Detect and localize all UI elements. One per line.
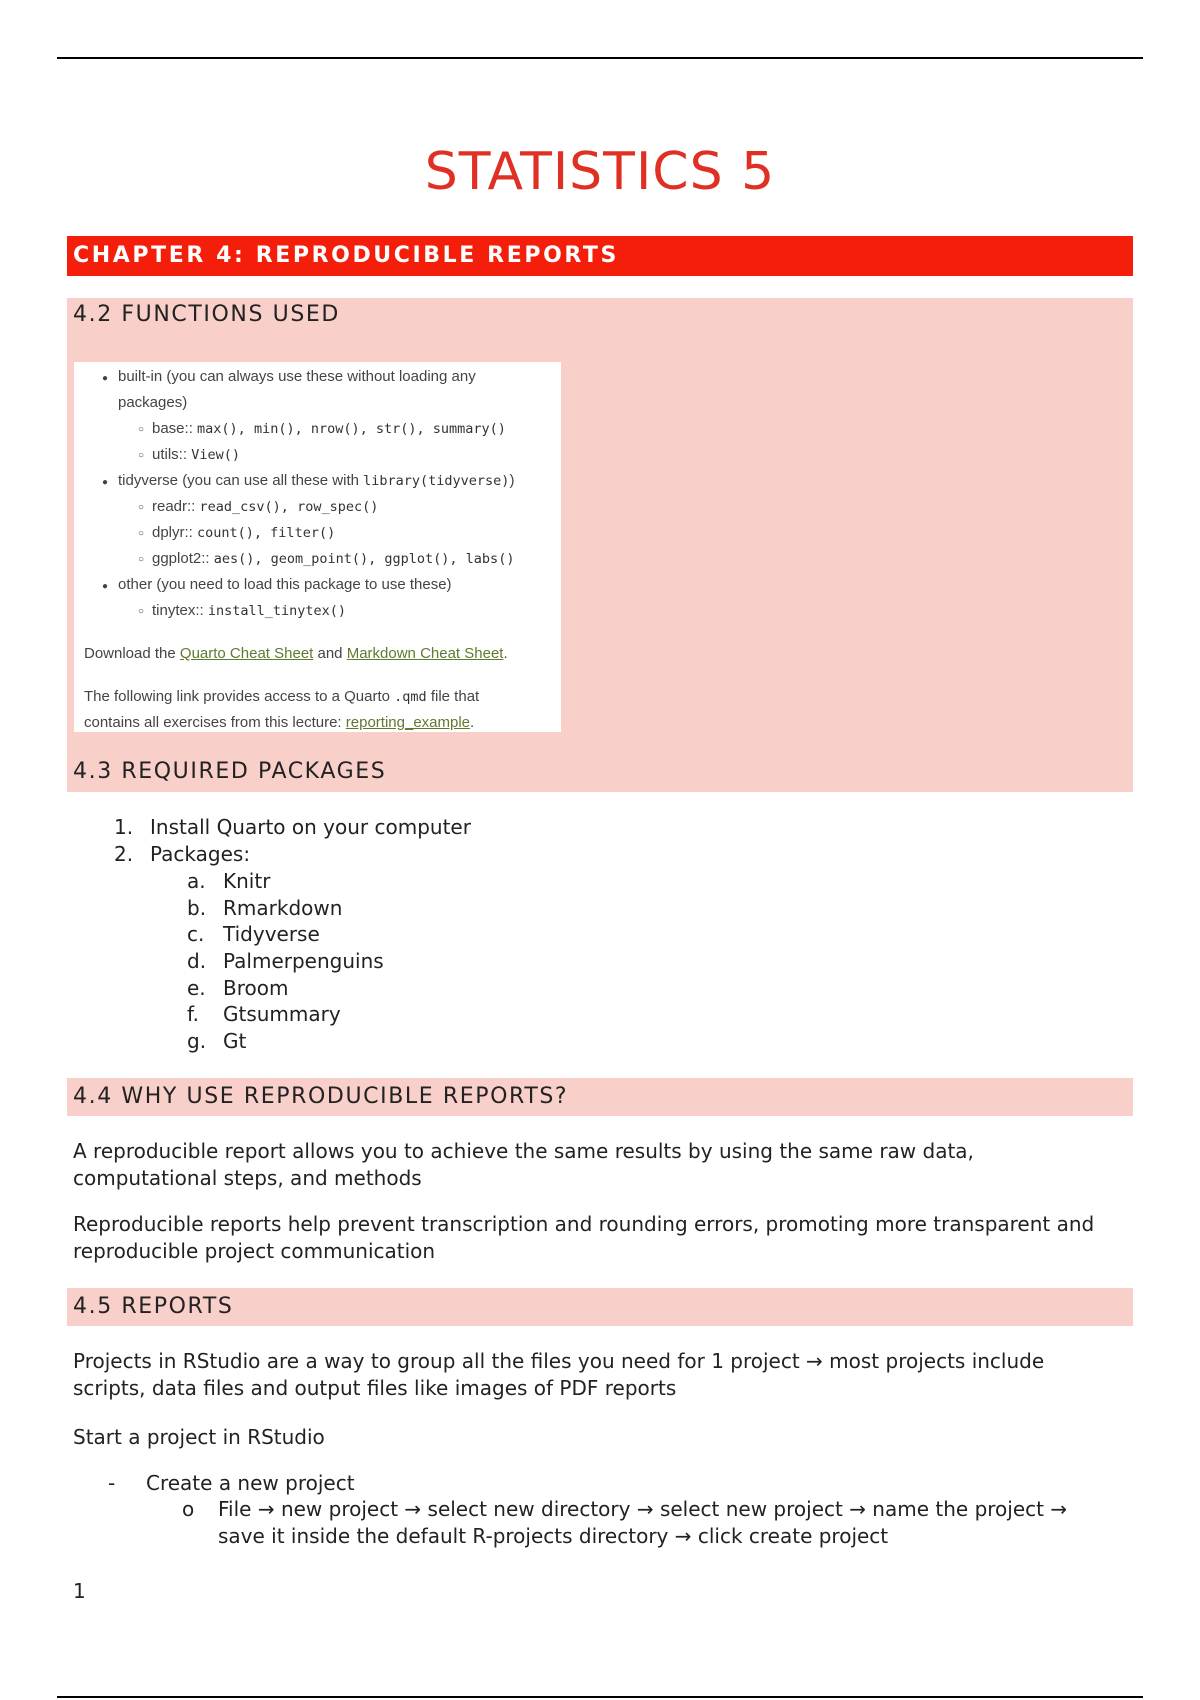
markdown-cheat-sheet-link[interactable]: Markdown Cheat Sheet <box>346 645 504 662</box>
steps-continuation: save it inside the default R-projects directory → click create project <box>218 1524 889 1548</box>
why-paragraph-2 <box>73 1211 1094 1265</box>
utils-functions <box>152 446 240 463</box>
package-name: Gt <box>223 1029 247 1053</box>
package-name: Gtsummary <box>223 1002 341 1026</box>
section-heading-functions: 4.2 FUNCTIONS USED <box>73 302 340 327</box>
sub-bullet-icon: ○ <box>138 528 145 539</box>
list-text: Packages: <box>150 842 251 866</box>
package-name: Palmerpenguins <box>223 949 384 973</box>
sub-bullet-icon: ○ <box>138 502 145 513</box>
package-letter: a. <box>187 869 206 893</box>
bottom-rule <box>57 1696 1143 1698</box>
qmd-code: .qmd <box>394 689 427 705</box>
tidyverse-close: ) <box>509 472 515 489</box>
qmd-text-a: The following link provides access to a Quarto <box>84 688 390 705</box>
package-letter: f. <box>187 1002 199 1026</box>
reports-para1-line1: Projects in RStudio are a way to group all the files you need for 1 project → most projects include <box>73 1349 1045 1373</box>
bullet-icon: ● <box>102 373 109 384</box>
package-name: Rmarkdown <box>223 896 343 920</box>
dplyr-label: dplyr:: <box>152 524 193 541</box>
start-project-text: Start a project in RStudio <box>73 1425 325 1449</box>
why-para2-line2: reproducible project communication <box>73 1239 436 1263</box>
package-letter: c. <box>187 922 205 946</box>
dash-list-item <box>108 1471 355 1495</box>
tidyverse-line <box>118 472 514 489</box>
sub-bullet-icon: ○ <box>138 450 145 461</box>
qmd-line <box>84 688 479 705</box>
tinytex-funcs: install_tinytex() <box>207 603 347 619</box>
builtin-line1: built-in (you can always use these without loading any <box>118 368 476 385</box>
ggplot2-label: ggplot2:: <box>152 550 210 567</box>
sub-bullet-icon: ○ <box>138 606 145 617</box>
bullet-icon: ● <box>102 581 109 592</box>
page-number: 1 <box>73 1579 86 1603</box>
qmd-text-b: file that <box>430 688 480 705</box>
why-para1-line2: computational steps, and methods <box>73 1166 422 1190</box>
dplyr-functions <box>152 524 335 541</box>
create-project-text: Create a new project <box>146 1471 355 1495</box>
package-item <box>187 1002 341 1026</box>
list-item <box>114 842 250 866</box>
tidyverse-code: library(tidyverse) <box>363 473 510 489</box>
package-item <box>187 896 342 920</box>
package-name: Broom <box>223 976 289 1000</box>
sub-list-item <box>182 1497 1067 1521</box>
sub-bullet-icon: ○ <box>138 554 145 565</box>
package-item <box>187 869 270 893</box>
why-para2-line1: Reproducible reports help prevent transcription and rounding errors, promoting more transparent and <box>73 1212 1095 1236</box>
base-functions <box>152 420 506 437</box>
why-paragraph-1 <box>73 1138 974 1192</box>
base-funcs: max(), min(), nrow(), str(), summary() <box>197 421 506 437</box>
section-heading-reports: 4.5 REPORTS <box>67 1288 1133 1326</box>
package-item <box>187 922 320 946</box>
ggplot2-functions <box>152 550 514 567</box>
sub-marker: o <box>182 1497 195 1521</box>
download-line <box>84 645 508 662</box>
dplyr-funcs: count(), filter() <box>197 525 336 541</box>
readr-funcs: read_csv(), row_spec() <box>199 499 379 515</box>
ggplot2-funcs: aes(), geom_point(), ggplot(), labs() <box>213 551 515 567</box>
other-line: other (you need to load this package to use these) <box>118 576 452 593</box>
exercises-text: contains all exercises from this lecture: <box>84 714 342 731</box>
chapter-heading: CHAPTER 4: REPRODUCIBLE REPORTS <box>67 236 1133 276</box>
package-item <box>187 949 384 973</box>
list-number: 1. <box>114 815 134 839</box>
utils-funcs: View() <box>191 447 240 463</box>
why-para1-line1: A reproducible report allows you to achieve the same results by using the same raw data, <box>73 1139 974 1163</box>
exercises-line <box>84 714 474 731</box>
package-letter: b. <box>187 896 207 920</box>
readr-label: readr:: <box>152 498 196 515</box>
functions-list-box <box>74 362 561 732</box>
dash-marker: - <box>108 1471 116 1495</box>
package-letter: e. <box>187 976 206 1000</box>
builtin-line2: packages) <box>118 394 188 411</box>
page-title: STATISTICS 5 <box>424 142 776 202</box>
steps-line1: File → new project → select new directory → select new project → name the project → <box>218 1497 1068 1521</box>
tinytex-label: tinytex:: <box>152 602 204 619</box>
reports-paragraph <box>73 1348 1044 1402</box>
top-rule <box>57 57 1143 59</box>
package-name: Knitr <box>223 869 271 893</box>
tidyverse-text: tidyverse (you can use all these with <box>118 472 359 489</box>
package-letter: d. <box>187 949 207 973</box>
reports-para1-line2: scripts, data files and output files like images of PDF reports <box>73 1376 677 1400</box>
section-heading-required-packages: 4.3 REQUIRED PACKAGES <box>73 759 387 784</box>
package-letter: g. <box>187 1029 207 1053</box>
package-item <box>187 976 288 1000</box>
readr-functions <box>152 498 378 515</box>
download-and: and <box>317 645 343 662</box>
bullet-icon: ● <box>102 477 109 488</box>
reporting-example-link[interactable]: reporting_example <box>345 714 471 731</box>
list-text: Install Quarto on your computer <box>150 815 471 839</box>
utils-label: utils:: <box>152 446 188 463</box>
package-item <box>187 1029 246 1053</box>
list-item <box>114 815 471 839</box>
download-prefix: Download the <box>84 645 176 662</box>
base-label: base:: <box>152 420 193 437</box>
exercises-end: . <box>470 714 475 731</box>
download-suffix: . <box>503 645 508 662</box>
list-number: 2. <box>114 842 134 866</box>
tinytex-functions <box>152 602 346 619</box>
quarto-cheat-sheet-link[interactable]: Quarto Cheat Sheet <box>179 645 314 662</box>
section-heading-why-reproducible: 4.4 WHY USE REPRODUCIBLE REPORTS? <box>67 1078 1133 1116</box>
package-name: Tidyverse <box>223 922 320 946</box>
sub-bullet-icon: ○ <box>138 424 145 435</box>
